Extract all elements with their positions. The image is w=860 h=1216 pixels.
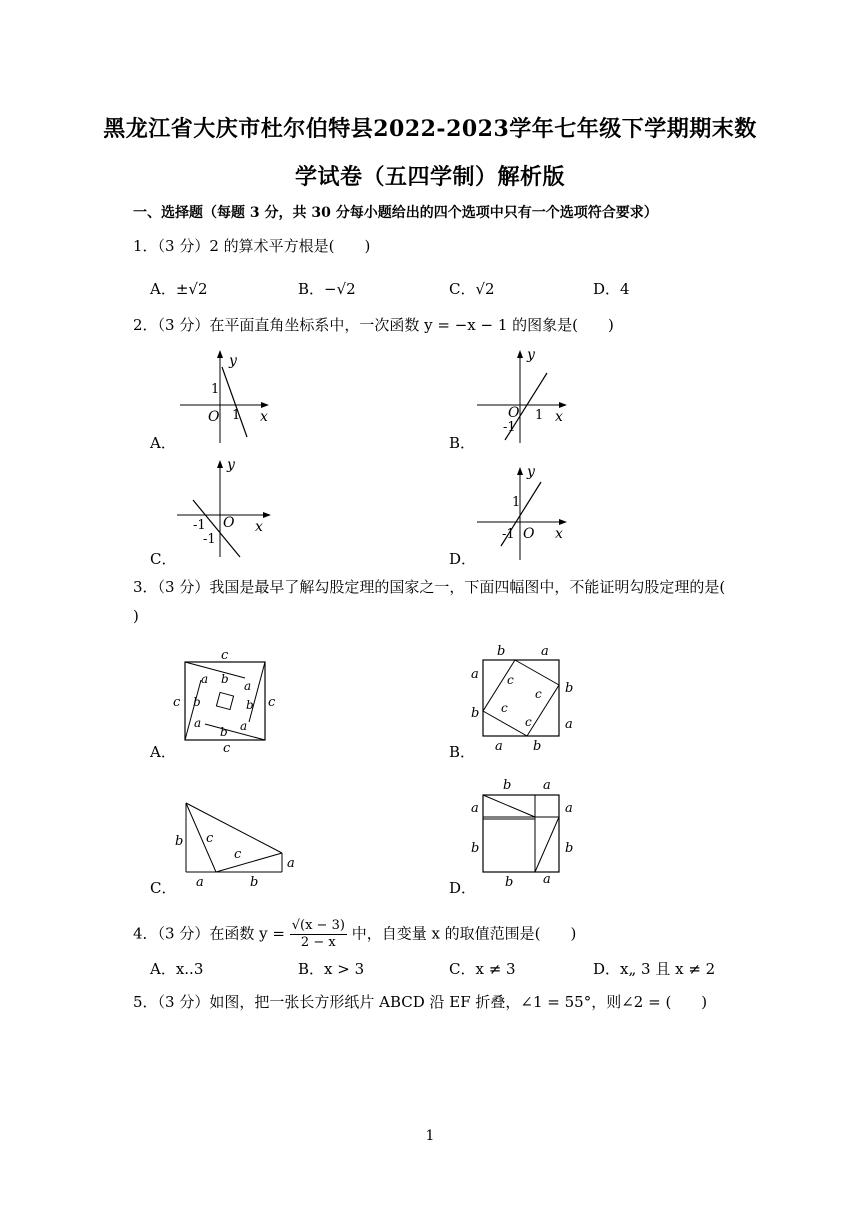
- q3c-c2: c: [234, 847, 242, 862]
- q3-figure-a: [170, 647, 285, 757]
- q2a-y-label: y: [229, 353, 237, 369]
- q2c-x-label: x: [255, 519, 263, 535]
- q4-stem-pre: 4．（3 分）在函数 y =: [133, 924, 285, 943]
- q3d-a-bottom: a: [543, 872, 551, 887]
- q4-fraction-denominator: 2 − x: [300, 935, 336, 950]
- q3b-a-top: a: [541, 644, 549, 659]
- q2-graph-d: [475, 462, 575, 562]
- q3b-c4: c: [525, 715, 532, 729]
- title-line-1: 黑龙江省大庆市杜尔伯特县2022-2023学年七年级下学期期末数: [103, 116, 757, 142]
- q3-stem-line-1: 3．（3 分）我国是最早了解勾股定理的国家之一，下面四幅图中，不能证明勾股定理的是(: [133, 578, 726, 596]
- q2b-tick-x: 1: [535, 408, 544, 423]
- q2-label-c: C．: [150, 550, 177, 568]
- q2-graph-a: [175, 345, 275, 445]
- q2-graph-b: [475, 345, 575, 445]
- q2b-y-label: y: [527, 347, 535, 363]
- q3a-b3: b: [220, 725, 228, 739]
- q3a-c-bottom: c: [223, 741, 231, 756]
- q2c-y-label: y: [227, 457, 235, 473]
- q3a-b4: b: [193, 695, 201, 709]
- q3b-b-bottom: b: [533, 739, 542, 754]
- q3b-b-left: b: [471, 706, 480, 721]
- q3b-c2: c: [535, 687, 542, 701]
- q2b-origin: O: [508, 405, 520, 421]
- q3b-b-right: b: [565, 681, 574, 696]
- q3c-b-bottom: b: [250, 875, 259, 890]
- q2a-x-label: x: [260, 409, 268, 425]
- q2c-tick-x: -1: [193, 518, 206, 533]
- q1-option-b: B．−√2: [298, 280, 356, 298]
- q2b-x-label: x: [555, 409, 563, 425]
- q3d-b-bottom: b: [505, 875, 514, 890]
- q3-label-c: C．: [150, 879, 177, 897]
- section-heading: 一、选择题（每题 3 分，共 30 分每小题给出的四个选项中只有一个选项符合要求）: [133, 205, 658, 221]
- q2-label-b: B．: [449, 434, 476, 452]
- q4-option-c: C．x ≠ 3: [449, 960, 516, 978]
- q3b-a-left: a: [471, 667, 479, 682]
- q3d-a-top: a: [543, 778, 551, 793]
- q3-stem-line-2: ): [133, 607, 139, 625]
- q2b-tick-y: -1: [503, 420, 516, 435]
- q3-figure-d: [467, 775, 582, 895]
- q2c-origin: O: [223, 515, 235, 531]
- q3b-c3: c: [501, 701, 508, 715]
- q3a-a4: a: [194, 716, 202, 730]
- q3-label-a: A．: [150, 743, 176, 761]
- q3b-c1: c: [507, 673, 514, 687]
- q4-option-a: A．x..3: [150, 960, 204, 978]
- q5-stem: 5．（3 分）如图，把一张长方形纸片 ABCD 沿 EF 折叠，∠1 = 55°，则∠2 = ( ): [133, 993, 708, 1011]
- q3a-c-top: c: [221, 648, 229, 663]
- q3a-c-left: c: [173, 695, 181, 710]
- q3a-a1: a: [201, 672, 209, 686]
- q3c-a-right: a: [287, 856, 295, 871]
- q3c-c1: c: [206, 831, 214, 846]
- q3a-a3: a: [240, 719, 248, 733]
- q4-fraction: [290, 918, 347, 951]
- q3-label-b: B．: [449, 743, 476, 761]
- q2d-tick-x: -1: [502, 527, 515, 542]
- q2-graph-c: [175, 455, 275, 560]
- q3b-b-top: b: [497, 644, 506, 659]
- q3-figure-c: [170, 795, 310, 895]
- q3b-a-right: a: [565, 717, 573, 732]
- q4-fraction-numerator: √(x − 3): [291, 918, 345, 933]
- q2-label-d: D．: [449, 550, 477, 568]
- q3-figure-b: [467, 640, 582, 760]
- q3d-a-right: a: [565, 801, 573, 816]
- q1-option-d: D．4: [593, 280, 630, 298]
- q1-option-c: C．√2: [449, 280, 495, 298]
- q2a-tick-x: 1: [232, 408, 241, 423]
- q3d-a-left: a: [471, 801, 479, 816]
- q2d-tick-y: 1: [512, 495, 521, 510]
- q3c-b-left: b: [175, 834, 184, 849]
- q1-stem: 1．（3 分）2 的算术平方根是( ): [133, 237, 371, 255]
- q3c-a-bottom: a: [196, 875, 204, 890]
- title-line-2: 学试卷（五四学制）解析版: [294, 164, 565, 190]
- page-number: 1: [425, 1128, 435, 1144]
- q3a-a2: a: [244, 679, 252, 693]
- q2d-y-label: y: [527, 464, 535, 480]
- q3-label-d: D．: [449, 879, 477, 897]
- q2a-tick-y: 1: [211, 382, 220, 397]
- q4-option-b: B．x > 3: [298, 960, 365, 978]
- q2a-origin: O: [208, 409, 220, 425]
- q3a-b2: b: [246, 698, 254, 712]
- q4-option-d: D．x„ 3 且 x ≠ 2: [593, 960, 716, 978]
- q3d-b-top: b: [503, 778, 512, 793]
- q4-stem: [133, 918, 576, 951]
- q1-option-a: A．±√2: [150, 280, 208, 298]
- q3a-c-right: c: [268, 695, 276, 710]
- q3b-a-bottom: a: [495, 739, 503, 754]
- q3d-b-left: b: [471, 841, 480, 856]
- q2c-tick-y: -1: [203, 532, 216, 547]
- q3a-b1: b: [221, 672, 229, 686]
- q4-stem-post: 中，自变量 x 的取值范围是( ): [351, 924, 577, 943]
- q3d-b-right: b: [565, 841, 574, 856]
- q2d-x-label: x: [555, 526, 563, 542]
- q2d-origin: O: [523, 526, 535, 542]
- q2-stem: 2．（3 分）在平面直角坐标系中，一次函数 y = −x − 1 的图象是( ): [133, 316, 614, 334]
- q2-label-a: A．: [150, 434, 176, 452]
